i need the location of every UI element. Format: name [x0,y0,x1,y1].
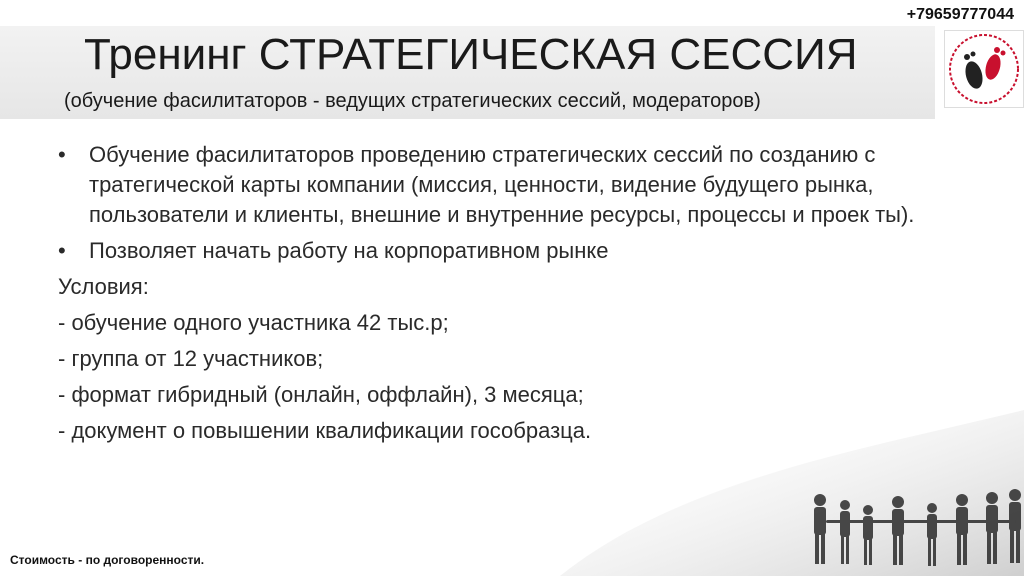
bullet-item [58,140,1008,230]
bullet-item [58,236,1008,266]
page-title: Тренинг СТРАТЕГИЧЕСКАЯ СЕССИЯ [84,30,858,79]
condition-item: - формат гибридный (онлайн, оффлайн), 3 месяца; [58,382,584,407]
bullet-marker: • [58,238,66,263]
conditions-heading: Условия: [58,274,149,299]
business-people-photo-icon [560,330,1024,576]
bullet-marker: • [58,142,66,167]
condition-item: - обучение одного участника 42 тыс.р; [58,310,449,335]
cost-note: Стоимость - по договоренности. [10,553,205,567]
footprints-logo-icon [944,30,1024,108]
page-subtitle: (обучение фасилитаторов - ведущих стратегических сессий, модераторов) [64,90,761,112]
bullet-text: Обучение фасилитаторов проведению стратегических сессий по созданию с тратегической карты компании (миссия, ценности, видение будущего рынка, пользователи и клиенты, внешние и внутренние ресурсы, процессы и проек ты). [89,142,915,227]
phone-number: +79659777044 [906,6,1014,23]
condition-item: - документ о повышении квалификации гособразца. [58,418,592,443]
condition-item: - группа от 12 участников; [58,346,324,371]
bullet-text: Позволяет начать работу на корпоративном рынке [89,238,609,263]
